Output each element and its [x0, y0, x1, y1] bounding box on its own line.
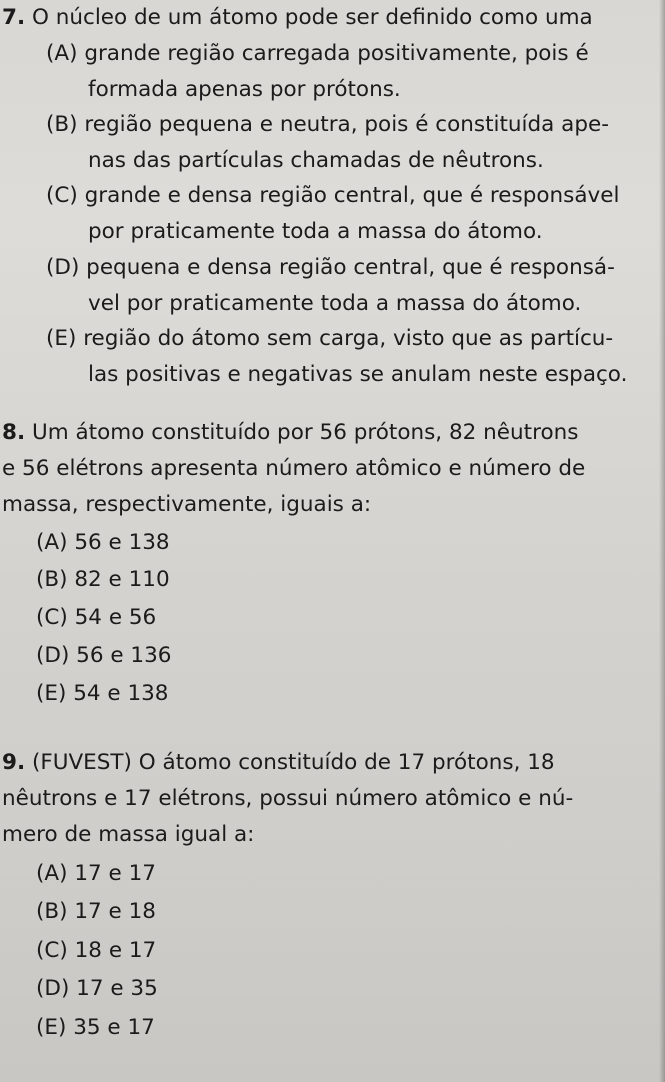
question-9-stem-line-2: nêutrons e 17 elétrons, possui número atômico e nú-	[2, 786, 574, 811]
question-7-option-b-line-1: (B) região pequena e neutra, pois é constituída ape-	[46, 112, 609, 137]
question-9-option-c: (C) 18 e 17	[36, 938, 157, 963]
question-8-stem-line-1	[2, 419, 578, 447]
question-7-option-c-line-1: (C) grande e densa região central, que é responsável	[46, 183, 620, 208]
question-7-option-a-line-2: formada apenas por prótons.	[88, 77, 401, 102]
question-8-option-b: (B) 82 e 110	[36, 567, 170, 592]
question-9-stem-line-3: mero de massa igual a:	[2, 822, 255, 847]
page-edge-shadow	[659, 0, 665, 1082]
question-8-option-a: (A) 56 e 138	[36, 530, 170, 555]
question-9-option-e: (E) 35 e 17	[36, 1015, 155, 1040]
question-8-option-e: (E) 54 e 138	[36, 681, 169, 706]
question-7-stem	[2, 4, 593, 32]
question-7-option-d-line-2: vel por praticamente toda a massa do átomo.	[88, 291, 582, 316]
question-7-number: 7.	[2, 5, 26, 30]
question-9-number: 9.	[2, 750, 26, 775]
question-7-stem-line-1: O núcleo de um átomo pode ser definido como uma	[31, 5, 593, 30]
question-8-option-c: (C) 54 e 56	[36, 605, 157, 630]
question-7-option-d-line-1: (D) pequena e densa região central, que é responsá-	[46, 255, 615, 280]
question-9-option-d: (D) 17 e 35	[36, 976, 158, 1001]
question-8-option-d: (D) 56 e 136	[36, 643, 172, 668]
question-9-stem-text-1: (FUVEST) O átomo constituído de 17 prótons, 18	[31, 750, 555, 775]
question-7-option-b-line-2: nas das partículas chamadas de nêutrons.	[88, 148, 544, 173]
question-7-option-c-line-2: por praticamente toda a massa do átomo.	[88, 219, 543, 244]
question-9-option-a: (A) 17 e 17	[36, 861, 156, 886]
question-8-number: 8.	[2, 420, 26, 445]
question-8-stem-line-2: e 56 elétrons apresenta número atômico e número de	[2, 456, 586, 481]
question-7-option-a-line-1: (A) grande região carregada positivamente, pois é	[46, 41, 589, 66]
question-8-stem-line-3: massa, respectivamente, iguais a:	[2, 492, 372, 517]
question-9-option-b: (B) 17 e 18	[36, 899, 156, 924]
question-7-option-e-line-2: las positivas e negativas se anulam neste espaço.	[88, 362, 628, 387]
question-8-stem-text-1: Um átomo constituído por 56 prótons, 82 nêutrons	[31, 420, 579, 445]
question-7-option-e-line-1: (E) região do átomo sem carga, visto que as partícu-	[46, 326, 614, 351]
question-9-stem-line-1	[2, 749, 555, 777]
